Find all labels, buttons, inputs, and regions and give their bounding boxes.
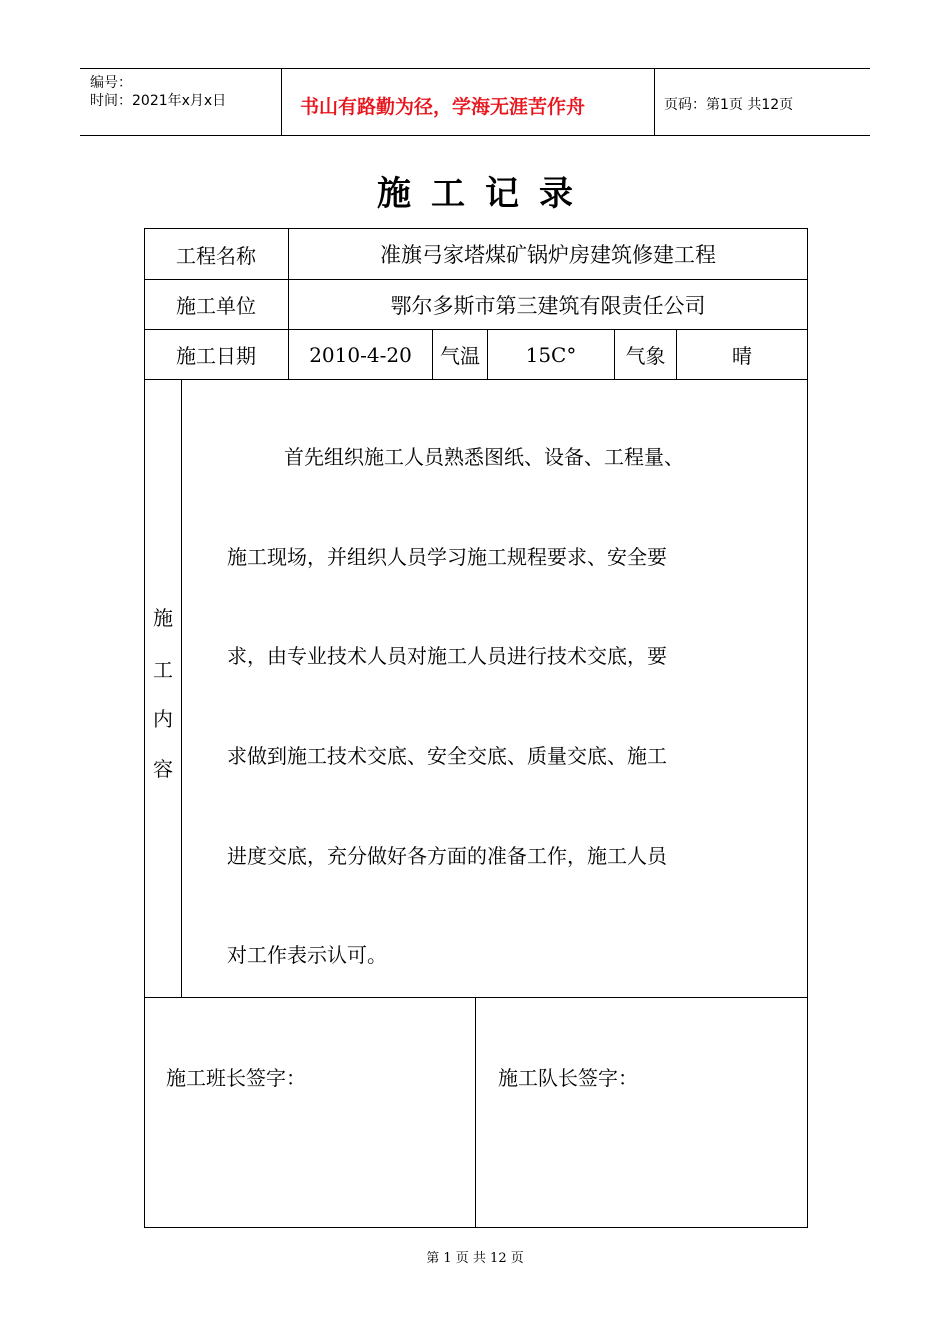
- table-rule: [144, 1227, 808, 1228]
- footer-page-number: 第 1 页 共 12 页: [426, 1251, 524, 1266]
- header-divider-left: [281, 68, 282, 136]
- content-label-char: 施: [153, 606, 173, 630]
- content-line: 求做到施工技术交底、安全交底、质量交底、施工: [227, 744, 667, 768]
- project-name-value: 准旗弓家塔煤矿锅炉房建筑修建工程: [380, 243, 716, 267]
- table-border-right: [807, 228, 808, 1228]
- construction-date-label: 施工日期: [176, 344, 256, 368]
- content-label-char: 容: [153, 757, 173, 781]
- content-label-char: 工: [153, 658, 173, 682]
- team-leader-signature-label: 施工班长签字：: [166, 1066, 306, 1090]
- project-name-label: 工程名称: [176, 243, 256, 268]
- construction-unit-value: 鄂尔多斯市第三建筑有限责任公司: [390, 293, 706, 318]
- content-line: 首先组织施工人员熟悉图纸、设备、工程量、: [284, 445, 684, 469]
- header-divider-right: [654, 68, 655, 136]
- content-line: 对工作表示认可。: [227, 943, 387, 967]
- table-rule: [181, 379, 182, 998]
- table-rule: [144, 379, 808, 380]
- captain-signature-label: 施工队长签字：: [498, 1066, 638, 1090]
- content-line: 求，由专业技术人员对施工人员进行技术交底，要: [227, 644, 667, 668]
- content-label-char: 内: [153, 707, 173, 731]
- header-motto: 书山有路勤为径，学海无涯苦作舟: [300, 96, 586, 118]
- weather-label: 气象: [625, 344, 666, 368]
- header-bottom-rule: [80, 135, 870, 136]
- construction-unit-label: 施工单位: [176, 294, 256, 318]
- table-rule: [475, 997, 476, 1228]
- weather-value: 晴: [732, 344, 752, 368]
- temperature-value: 15C°: [525, 342, 577, 367]
- content-line: 施工现场，并组织人员学习施工规程要求、安全要: [227, 545, 667, 569]
- document-number-label: 编号：: [90, 75, 132, 91]
- temperature-label: 气温: [440, 344, 480, 368]
- header-top-rule: [80, 68, 870, 69]
- header-page-info: 页码：第1页 共12页: [664, 97, 794, 113]
- content-line: 进度交底，充分做好各方面的准备工作，施工人员: [227, 844, 667, 868]
- table-rule: [144, 997, 808, 998]
- construction-date-value: 2010-4-20: [309, 342, 412, 367]
- document-time: 时间：2021年x月x日: [90, 93, 227, 109]
- page-title: 施工记录: [377, 174, 593, 214]
